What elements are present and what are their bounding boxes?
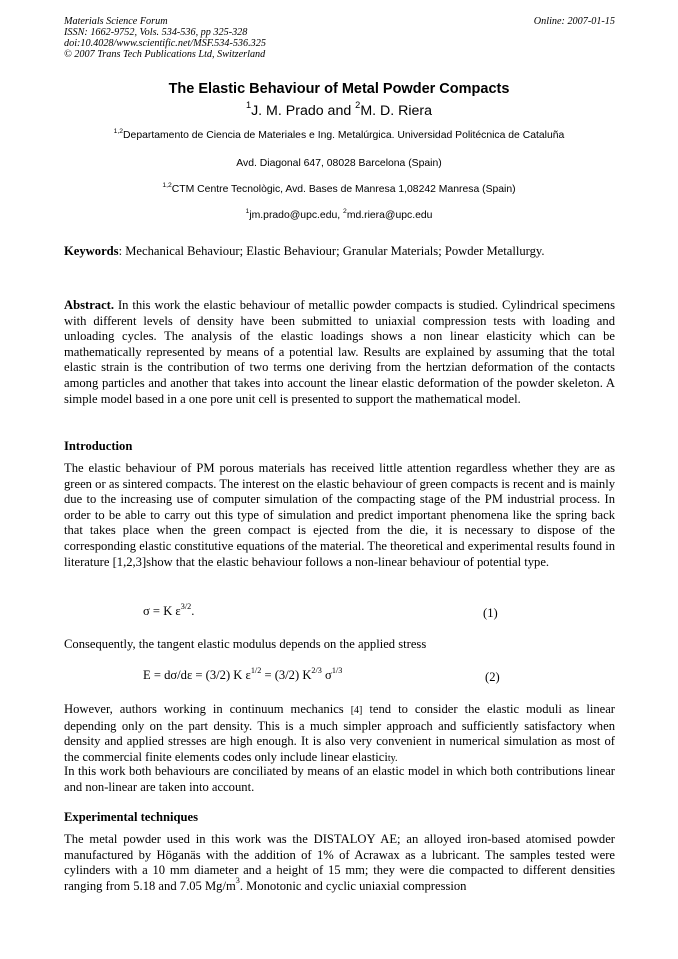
affiliation-address: Avd. Diagonal 647, 08028 Barcelona (Spain) bbox=[236, 158, 442, 169]
author-line bbox=[0, 99, 678, 119]
intro-paragraph-3 bbox=[64, 702, 615, 766]
affiliation-1-sup: 1,2 bbox=[113, 127, 124, 135]
email-1: jm.prado@upc.edu, bbox=[249, 210, 344, 221]
journal-header bbox=[64, 16, 266, 60]
intro-paragraph-3-text-b: tend to consider the elastic moduli as linear depending only on the part density. This is a much simpler approach and sufficiently satisfactory when density and applied stresses are high enough. It is also very convenient in numerical simulation as most of the commercial finite elements codes only include linear elastici bbox=[64, 702, 615, 764]
affiliation-2-sup: 1,2 bbox=[162, 181, 172, 189]
author-2-sup: 2 bbox=[355, 99, 361, 110]
equation-1-lhs: σ = K ε bbox=[143, 604, 181, 618]
equation-2-exp-b: 2/3 bbox=[311, 665, 322, 675]
equation-1 bbox=[143, 601, 195, 619]
experimental-text-b: . Monotonic and cyclic uniaxial compression bbox=[239, 878, 467, 893]
email-2-sup: 2 bbox=[343, 207, 347, 215]
intro-paragraph-1: The elastic behaviour of PM porous materials has received little attention regardless whether they are as green or as sintered compacts. The interest on the elastic behaviour of green compacts is recent and is mainly due to the increasing use of computer simulation of the compacting stage of the PM industrial process. In order to be able to carry out this type of simulation and predict important phenomena like the spring back that takes place when the green compact is ejected from the die, it is necessary to dispose of the corresponding elastic constitutive equations of the material. The theoretical and experimental results found in literature [1,2,3]show that the elastic behaviour follows a non-linear behaviour of potential type. bbox=[64, 461, 615, 569]
intro-paragraph-2: Consequently, the tangent elastic modulus depends on the applied stress bbox=[64, 637, 427, 651]
intro-paragraph-3-tail: ty. bbox=[387, 752, 398, 764]
journal-name: Materials Science Forum bbox=[64, 16, 168, 27]
abstract-text: In this work the elastic behaviour of metallic powder compacts is studied. Cylindrical specimens with different levels of density have been submitted to uniaxial compression tests with loading and unloading cycles. The analysis of the elastic loadings shows a non linear elasticity which can be mathematically represented by means of a potential law. Results are explained by assuming that the total elastic strain is the contribution of two terms one deriving from the hertzian deformation of the contacts among particles and another that takes into account the linear elastic deformation of the powder skeleton. A simple model based in a one pore unit cell is presented to support the mathematical model. bbox=[64, 298, 615, 406]
online-date: Online: 2007-01-15 bbox=[533, 16, 615, 27]
affiliation-1 bbox=[0, 127, 678, 141]
equation-1-end: . bbox=[191, 604, 195, 618]
equation-1-number: (1) bbox=[483, 606, 498, 620]
issn-line: ISSN: 1662-9752, Vols. 534-536, pp 325-328 bbox=[64, 27, 248, 38]
copyright-line: © 2007 Trans Tech Publications Ltd, Switzerland bbox=[64, 49, 266, 60]
equation-2 bbox=[143, 665, 343, 683]
affiliation-2-text: CTM Centre Tecnològic, Avd. Bases de Manresa 1,08242 Manresa (Spain) bbox=[171, 184, 516, 195]
section-heading-introduction: Introduction bbox=[64, 439, 133, 453]
section-heading-experimental: Experimental techniques bbox=[64, 810, 198, 824]
email-line bbox=[0, 207, 678, 221]
email-2: md.riera@upc.edu bbox=[346, 210, 433, 221]
author-2: M. D. Riera bbox=[360, 103, 433, 119]
citation-4: [4] bbox=[350, 705, 363, 716]
author-1-sup: 1 bbox=[245, 99, 252, 110]
email-1-sup: 1 bbox=[245, 207, 250, 215]
experimental-unit-sup: 3 bbox=[235, 876, 240, 886]
equation-2-exp-a: 1/2 bbox=[250, 665, 262, 675]
doi-line: doi:10.4028/www.scientific.net/MSF.534-536.325 bbox=[64, 38, 266, 49]
abstract-label: Abstract. bbox=[64, 298, 115, 312]
author-1: J. M. Prado and bbox=[251, 103, 356, 119]
equation-2-number: (2) bbox=[485, 670, 500, 684]
experimental-text-a: The metal powder used in this work was the DISTALOY AE; an alloyed iron-based atomised powder manufactured by Höganäs with the addition of 1% of Acrawax as a lubricant. The samples tested were cylinders with a 10 mm diameter and a height of 15 mm; they were die compacted to different densities ranging from 5.18 and 7.05 Mg/m bbox=[64, 832, 615, 893]
paper-title: The Elastic Behaviour of Metal Powder Compacts bbox=[168, 81, 510, 97]
equation-2-part-a: E = dσ/dε = (3/2) K ε bbox=[143, 668, 251, 682]
keywords-text: : Mechanical Behaviour; Elastic Behaviour; Granular Materials; Powder Metallurgy. bbox=[118, 244, 545, 258]
keywords bbox=[64, 244, 616, 259]
equation-2-exp-c: 1/3 bbox=[331, 665, 343, 675]
keywords-label: Keywords bbox=[64, 244, 119, 258]
intro-paragraph-3-text-a: However, authors working in continuum mechanics bbox=[64, 702, 351, 716]
equation-1-exponent: 3/2 bbox=[180, 601, 192, 611]
experimental-paragraph-1 bbox=[64, 832, 615, 894]
affiliation-2 bbox=[0, 181, 678, 195]
abstract-paragraph bbox=[64, 298, 615, 407]
equation-2-part-c: σ bbox=[321, 668, 332, 682]
affiliation-1-text: Departamento de Ciencia de Materiales e Ing. Metalúrgica. Universidad Politécnica de Cataluña bbox=[123, 130, 565, 141]
equation-2-part-b: = (3/2) K bbox=[261, 668, 312, 682]
intro-paragraph-4: In this work both behaviours are conciliated by means of an elastic model in which both contributions linear and non-linear are taken into account. bbox=[64, 764, 615, 794]
